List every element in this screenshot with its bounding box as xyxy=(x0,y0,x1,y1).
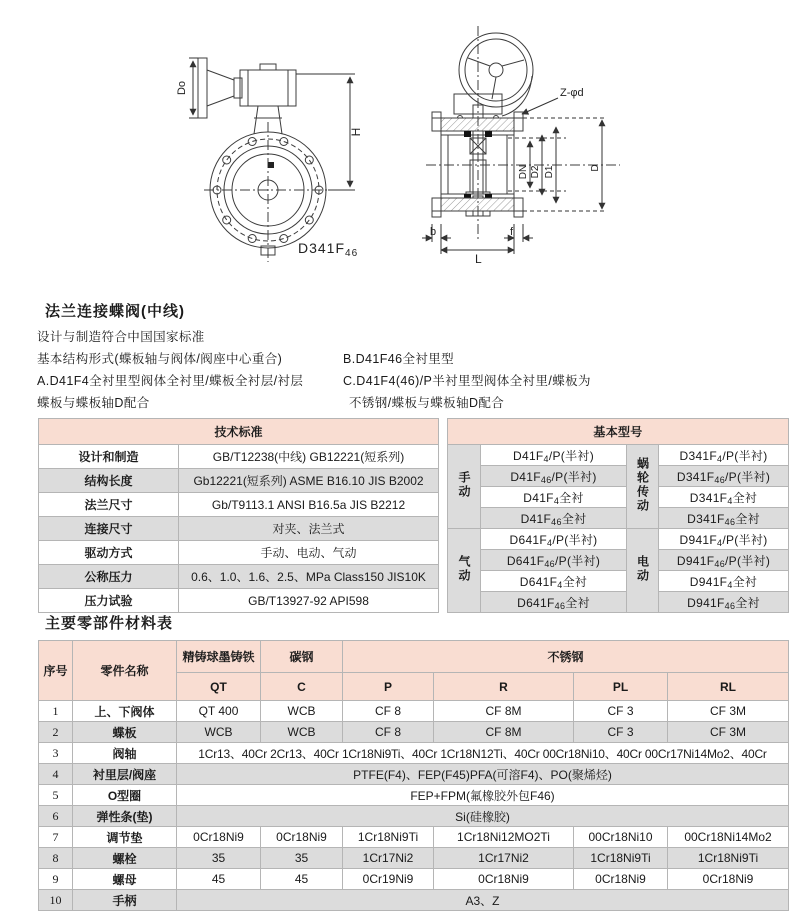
table-row xyxy=(39,869,789,890)
dim-z-phi-d-label: Z-φd xyxy=(560,87,584,99)
table-row xyxy=(39,701,789,722)
tech-row-label: 法兰尺寸 xyxy=(39,493,179,517)
part-name: 螺栓 xyxy=(73,848,177,869)
tech-row-value: Gb12221(短系列) ASME B16.10 JIS B2002 xyxy=(179,469,439,493)
tech-standard-table xyxy=(38,418,439,613)
material-cell: CF 3 xyxy=(574,701,668,722)
dim-d1-label: D1 xyxy=(544,165,555,179)
row-no: 4 xyxy=(39,764,73,785)
intro-line: B.D41F46全衬里型 xyxy=(343,352,455,366)
model-cell: D941F4/P(半衬) xyxy=(659,529,789,550)
intro-line: 不锈钢/蝶板与蝶板轴D配合 xyxy=(349,396,505,410)
model-table-header: 基本型号 xyxy=(448,419,789,445)
material-cell: 1Cr18Ni9Ti xyxy=(668,848,789,869)
basic-model-table xyxy=(447,418,789,613)
material-cell: 45 xyxy=(261,869,343,890)
subcol-c: C xyxy=(261,673,343,701)
material-cell: CF 8M xyxy=(434,701,574,722)
model-cell: D941F4全衬 xyxy=(659,571,789,592)
material-cell: 1Cr17Ni2 xyxy=(343,848,434,869)
tech-row-label: 连接尺寸 xyxy=(39,517,179,541)
dim-dn-label: DN xyxy=(518,164,529,180)
material-cell: CF 8M xyxy=(434,722,574,743)
table-row xyxy=(39,848,789,869)
intro-line: 基本结构形式(蝶板轴与阀体/阀座中心重合) xyxy=(37,352,283,366)
subcol-p: P xyxy=(343,673,434,701)
intro-line: A.D41F4全衬里型阀体全衬里/蝶板全衬层/衬层 xyxy=(37,374,304,388)
model-code-label: $D341F_{46}$ xyxy=(298,240,359,259)
material-span-cell: FEP+FPM(氟橡胶外包F46) xyxy=(177,785,789,806)
drive-label-manual: 手动 xyxy=(448,445,481,529)
material-cell: 1Cr18Ni9Ti xyxy=(574,848,668,869)
dim-h-label: H xyxy=(349,127,363,137)
part-name: 弹性条(垫) xyxy=(73,806,177,827)
part-name: 调节垫 xyxy=(73,827,177,848)
dim-b-label: b xyxy=(430,226,437,238)
intro-line: C.D41F4(46)/P半衬里型阀体全衬里/蝶板为 xyxy=(343,374,591,388)
table-row xyxy=(39,722,789,743)
material-cell: 1Cr17Ni2 xyxy=(434,848,574,869)
valve-front-outline xyxy=(198,58,338,262)
tech-row-value: GB/T13927-92 API598 xyxy=(179,589,439,613)
subcol-pl: PL xyxy=(574,673,668,701)
part-name: 衬里层/阀座 xyxy=(73,764,177,785)
material-span-cell: 1Cr13、40Cr 2Cr13、40Cr 1Cr18Ni9Ti、40Cr 1Cr18N12Ti、40Cr 00Cr18Ni10、40Cr 00Cr17Ni14Mo2、40Cr xyxy=(177,743,789,764)
col-header-ductile-iron: 精铸球墨铸铁 xyxy=(177,641,261,673)
material-span-cell: Si(硅橡胶) xyxy=(177,806,789,827)
row-no: 6 xyxy=(39,806,73,827)
material-cell: 00Cr18Ni14Mo2 xyxy=(668,827,789,848)
parts-table-title: 主要零部件材料表 xyxy=(45,615,174,632)
tech-row-value: 对夹、法兰式 xyxy=(179,517,439,541)
model-cell: D641F46全衬 xyxy=(481,592,627,613)
parts-material-table xyxy=(38,640,789,911)
material-cell: 0Cr18Ni9 xyxy=(574,869,668,890)
model-cell: D941F46全衬 xyxy=(659,592,789,613)
material-cell: 0Cr18Ni9 xyxy=(261,827,343,848)
table-row xyxy=(39,806,789,827)
material-cell: 35 xyxy=(177,848,261,869)
material-cell: CF 3 xyxy=(574,722,668,743)
dim-f-label: f xyxy=(510,226,514,238)
model-cell: D341F46全衬 xyxy=(659,508,789,529)
table-row xyxy=(39,764,789,785)
col-header-carbon-steel: 碳钢 xyxy=(261,641,343,673)
tech-row-value: Gb/T9113.1 ANSI B16.5a JIS B2212 xyxy=(179,493,439,517)
part-name: 螺母 xyxy=(73,869,177,890)
section-view-valve-diagram xyxy=(390,10,645,272)
col-header-stainless: 不锈钢 xyxy=(343,641,789,673)
model-cell: D41F4/P(半衬) xyxy=(481,445,627,466)
model-cell: D41F46全衬 xyxy=(481,508,627,529)
model-cell: D341F46/P(半衬) xyxy=(659,466,789,487)
model-cell: D341F4/P(半衬) xyxy=(659,445,789,466)
dim-l-label: L xyxy=(475,252,482,266)
material-cell: 00Cr18Ni10 xyxy=(574,827,668,848)
table-row xyxy=(39,890,789,911)
tech-row-label: 设计和制造 xyxy=(39,445,179,469)
page-title: 法兰连接蝶阀(中线) xyxy=(45,303,185,320)
tech-row-value: 0.6、1.0、1.6、2.5、MPa Class150 JIS10K xyxy=(179,565,439,589)
tech-row-value: GB/T12238(中线) GB12221(短系列) xyxy=(179,445,439,469)
intro-line: 设计与制造符合中国国家标准 xyxy=(37,330,205,344)
part-name: 阀轴 xyxy=(73,743,177,764)
subcol-qt: QT xyxy=(177,673,261,701)
row-no: 5 xyxy=(39,785,73,806)
model-cell: D41F4全衬 xyxy=(481,487,627,508)
material-cell: 1Cr18Ni9Ti xyxy=(343,827,434,848)
drive-label-electric: 电动 xyxy=(627,529,659,613)
row-no: 10 xyxy=(39,890,73,911)
material-cell: CF 8 xyxy=(343,722,434,743)
material-span-cell: A3、Z xyxy=(177,890,789,911)
dim-d-label: D xyxy=(590,164,601,172)
col-header-name: 零件名称 xyxy=(73,641,177,701)
valve-section-outline xyxy=(426,26,620,242)
tech-row-label: 驱动方式 xyxy=(39,541,179,565)
model-cell: D941F46/P(半衬) xyxy=(659,550,789,571)
material-cell: WCB xyxy=(261,701,343,722)
material-cell: CF 3M xyxy=(668,701,789,722)
intro-line: 蝶板与蝶板轴D配合 xyxy=(37,396,150,410)
tech-row-value: 手动、电动、气动 xyxy=(179,541,439,565)
material-cell: 45 xyxy=(177,869,261,890)
material-cell: QT 400 xyxy=(177,701,261,722)
table-row xyxy=(39,785,789,806)
material-cell: 0Cr19Ni9 xyxy=(343,869,434,890)
model-cell: D41F46/P(半衬) xyxy=(481,466,627,487)
dim-d2-label: D2 xyxy=(530,165,541,179)
part-name: 上、下阀体 xyxy=(73,701,177,722)
intro-right-column xyxy=(343,348,591,414)
table-row xyxy=(39,827,789,848)
row-no: 8 xyxy=(39,848,73,869)
part-name: O型圈 xyxy=(73,785,177,806)
table-row xyxy=(39,743,789,764)
front-view-valve-diagram xyxy=(168,22,398,272)
part-name: 蝶板 xyxy=(73,722,177,743)
material-cell: CF 8 xyxy=(343,701,434,722)
row-no: 9 xyxy=(39,869,73,890)
subcol-r: R xyxy=(434,673,574,701)
row-no: 3 xyxy=(39,743,73,764)
model-cell: D641F46/P(半衬) xyxy=(481,550,627,571)
part-name: 手柄 xyxy=(73,890,177,911)
tech-row-label: 公称压力 xyxy=(39,565,179,589)
model-cell: D341F4全衬 xyxy=(659,487,789,508)
row-no: 7 xyxy=(39,827,73,848)
model-cell: D641F4/P(半衬) xyxy=(481,529,627,550)
row-no: 1 xyxy=(39,701,73,722)
dim-do-label: Do xyxy=(176,80,188,96)
model-cell: D641F4全衬 xyxy=(481,571,627,592)
subcol-rl: RL xyxy=(668,673,789,701)
material-cell: 0Cr18Ni9 xyxy=(177,827,261,848)
material-span-cell: PTFE(F4)、FEP(F45)PFA(可溶F4)、PO(聚烯烃) xyxy=(177,764,789,785)
material-cell: 0Cr18Ni9 xyxy=(434,869,574,890)
material-cell: WCB xyxy=(261,722,343,743)
drive-label-pneumatic: 气动 xyxy=(448,529,481,613)
material-cell: CF 3M xyxy=(668,722,789,743)
material-cell: 35 xyxy=(261,848,343,869)
tech-row-label: 结构长度 xyxy=(39,469,179,493)
row-no: 2 xyxy=(39,722,73,743)
material-cell: 0Cr18Ni9 xyxy=(668,869,789,890)
tech-row-label: 压力试验 xyxy=(39,589,179,613)
tech-table-header: 技术标准 xyxy=(39,419,439,445)
intro-left-column xyxy=(37,326,343,414)
drive-label-worm: 蜗轮传动 xyxy=(627,445,659,529)
material-cell: WCB xyxy=(177,722,261,743)
material-cell: 1Cr18Ni12MO2Ti xyxy=(434,827,574,848)
col-header-no: 序号 xyxy=(39,641,73,701)
